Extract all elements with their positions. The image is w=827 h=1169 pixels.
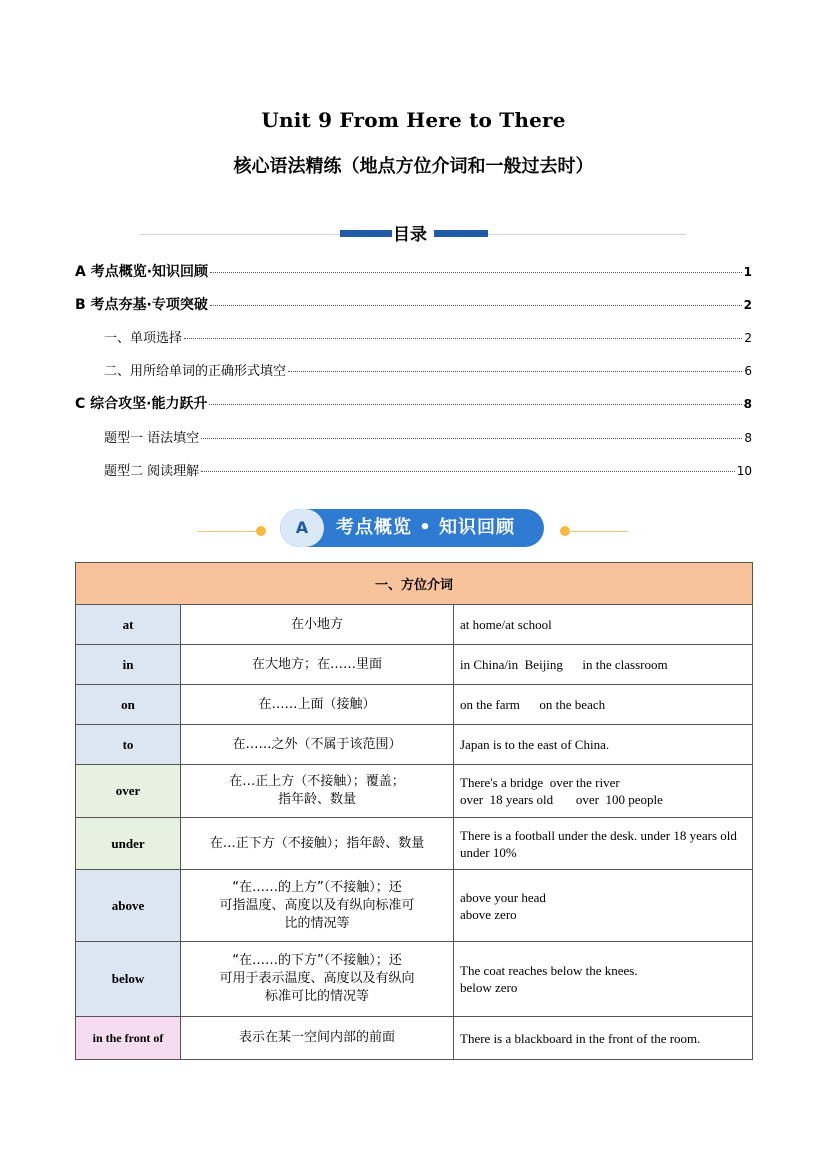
- preposition-table: [75, 562, 753, 1060]
- example-cell: above your head above zero: [454, 870, 753, 942]
- toc-accent-right: [434, 230, 488, 237]
- term-cell: below: [76, 942, 181, 1017]
- table-row: [76, 685, 753, 725]
- meaning-cell: 在大地方；在……里面: [181, 645, 454, 685]
- term-cell: in: [76, 645, 181, 685]
- toc-entry[interactable]: [104, 327, 752, 346]
- toc-entry[interactable]: [75, 393, 752, 413]
- meaning-cell: 在小地方: [181, 605, 454, 645]
- toc-entry-label: A 考点概览·知识回顾: [75, 264, 209, 280]
- toc-entry-label: 题型一 语法填空: [104, 431, 200, 446]
- example-cell: at home/at school: [454, 605, 753, 645]
- toc-entry-page: 8: [744, 431, 752, 445]
- term-cell: above: [76, 870, 181, 942]
- banner-letter: A: [280, 509, 324, 547]
- meaning-cell: 在…正上方（不接触）；覆盖； 指年龄、数量: [181, 765, 454, 818]
- table-row: [76, 1017, 753, 1060]
- toc-entry-label: 题型二 阅读理解: [104, 464, 200, 479]
- term-cell: over: [76, 765, 181, 818]
- term-cell: under: [76, 818, 181, 870]
- page-title: Unit 9 From Here to There: [261, 108, 566, 132]
- toc-entry-page: 6: [744, 364, 752, 378]
- toc-title: 目录: [393, 225, 427, 245]
- toc-entry-page: 8: [743, 397, 752, 411]
- toc-entry-page: 1: [743, 265, 752, 279]
- table-row: [76, 725, 753, 765]
- toc-entry-page: 2: [743, 298, 752, 312]
- table-row: [76, 870, 753, 942]
- table-heading: 一、方位介词: [76, 563, 753, 605]
- toc-accent-left: [340, 230, 392, 237]
- toc-entry-label: B 考点夯基·专项突破: [75, 297, 208, 313]
- table-header-row: [76, 563, 753, 605]
- toc-leader: [201, 438, 742, 439]
- toc-leader: [209, 404, 741, 405]
- example-cell: The coat reaches below the knees. below zero: [454, 942, 753, 1017]
- table-row: [76, 605, 753, 645]
- banner-line-left: [198, 531, 258, 532]
- toc-entry-page: 2: [744, 331, 752, 345]
- section-banner: [198, 506, 628, 552]
- term-cell: to: [76, 725, 181, 765]
- toc-leader: [201, 471, 735, 472]
- example-cell: in China/in Beijing in the classroom: [454, 645, 753, 685]
- meaning-cell: “在……的上方”（不接触）；还 可指温度、高度以及有纵向标准可 比的情况等: [181, 870, 454, 942]
- example-cell: There is a blackboard in the front of the room.: [454, 1017, 753, 1060]
- toc-entry-label: C 综合攻坚·能力跃升: [75, 396, 208, 412]
- meaning-cell: 在…正下方（不接触）；指年龄、数量: [181, 818, 454, 870]
- page-subtitle: 核心语法精练（地点方位介词和一般过去时）: [233, 156, 594, 177]
- toc-divider-right: [488, 234, 686, 235]
- table-row: [76, 645, 753, 685]
- banner-line-right: [568, 531, 628, 532]
- toc-divider-left: [140, 234, 340, 235]
- toc-entry[interactable]: [104, 427, 752, 446]
- toc-entry-label: 二、用所给单词的正确形式填空: [104, 364, 287, 379]
- meaning-cell: 在……之外（不属于该范围）: [181, 725, 454, 765]
- toc-leader: [184, 338, 742, 339]
- meaning-cell: 表示在某一空间内部的前面: [181, 1017, 454, 1060]
- toc-entry[interactable]: [104, 360, 752, 379]
- example-cell: There's a bridge over the river over 18 years old over 100 people: [454, 765, 753, 818]
- toc-entry[interactable]: [75, 261, 752, 281]
- banner-dot-left: [256, 526, 266, 536]
- example-cell: There is a football under the desk. under 18 years old under 10%: [454, 818, 753, 870]
- table-row: [76, 818, 753, 870]
- example-cell: Japan is to the east of China.: [454, 725, 753, 765]
- toc-entry[interactable]: [104, 460, 752, 479]
- example-cell: on the farm on the beach: [454, 685, 753, 725]
- table-row: [76, 942, 753, 1017]
- banner-text: 考点概览 • 知识回顾: [336, 517, 516, 538]
- toc-leader: [210, 305, 742, 306]
- toc-entry-label: 一、单项选择: [104, 331, 183, 346]
- term-cell: at: [76, 605, 181, 645]
- toc-leader: [288, 371, 742, 372]
- term-cell: on: [76, 685, 181, 725]
- table-row: [76, 765, 753, 818]
- toc-header: [140, 218, 686, 248]
- meaning-cell: “在……的下方”（不接触）；还 可用于表示温度、高度以及有纵向 标准可比的情况等: [181, 942, 454, 1017]
- banner-pill: [280, 509, 544, 547]
- term-cell: in the front of: [76, 1017, 181, 1060]
- toc-entry-page: 10: [736, 464, 752, 478]
- toc-entry[interactable]: [75, 294, 752, 314]
- meaning-cell: 在……上面（接触）: [181, 685, 454, 725]
- toc-leader: [210, 272, 742, 273]
